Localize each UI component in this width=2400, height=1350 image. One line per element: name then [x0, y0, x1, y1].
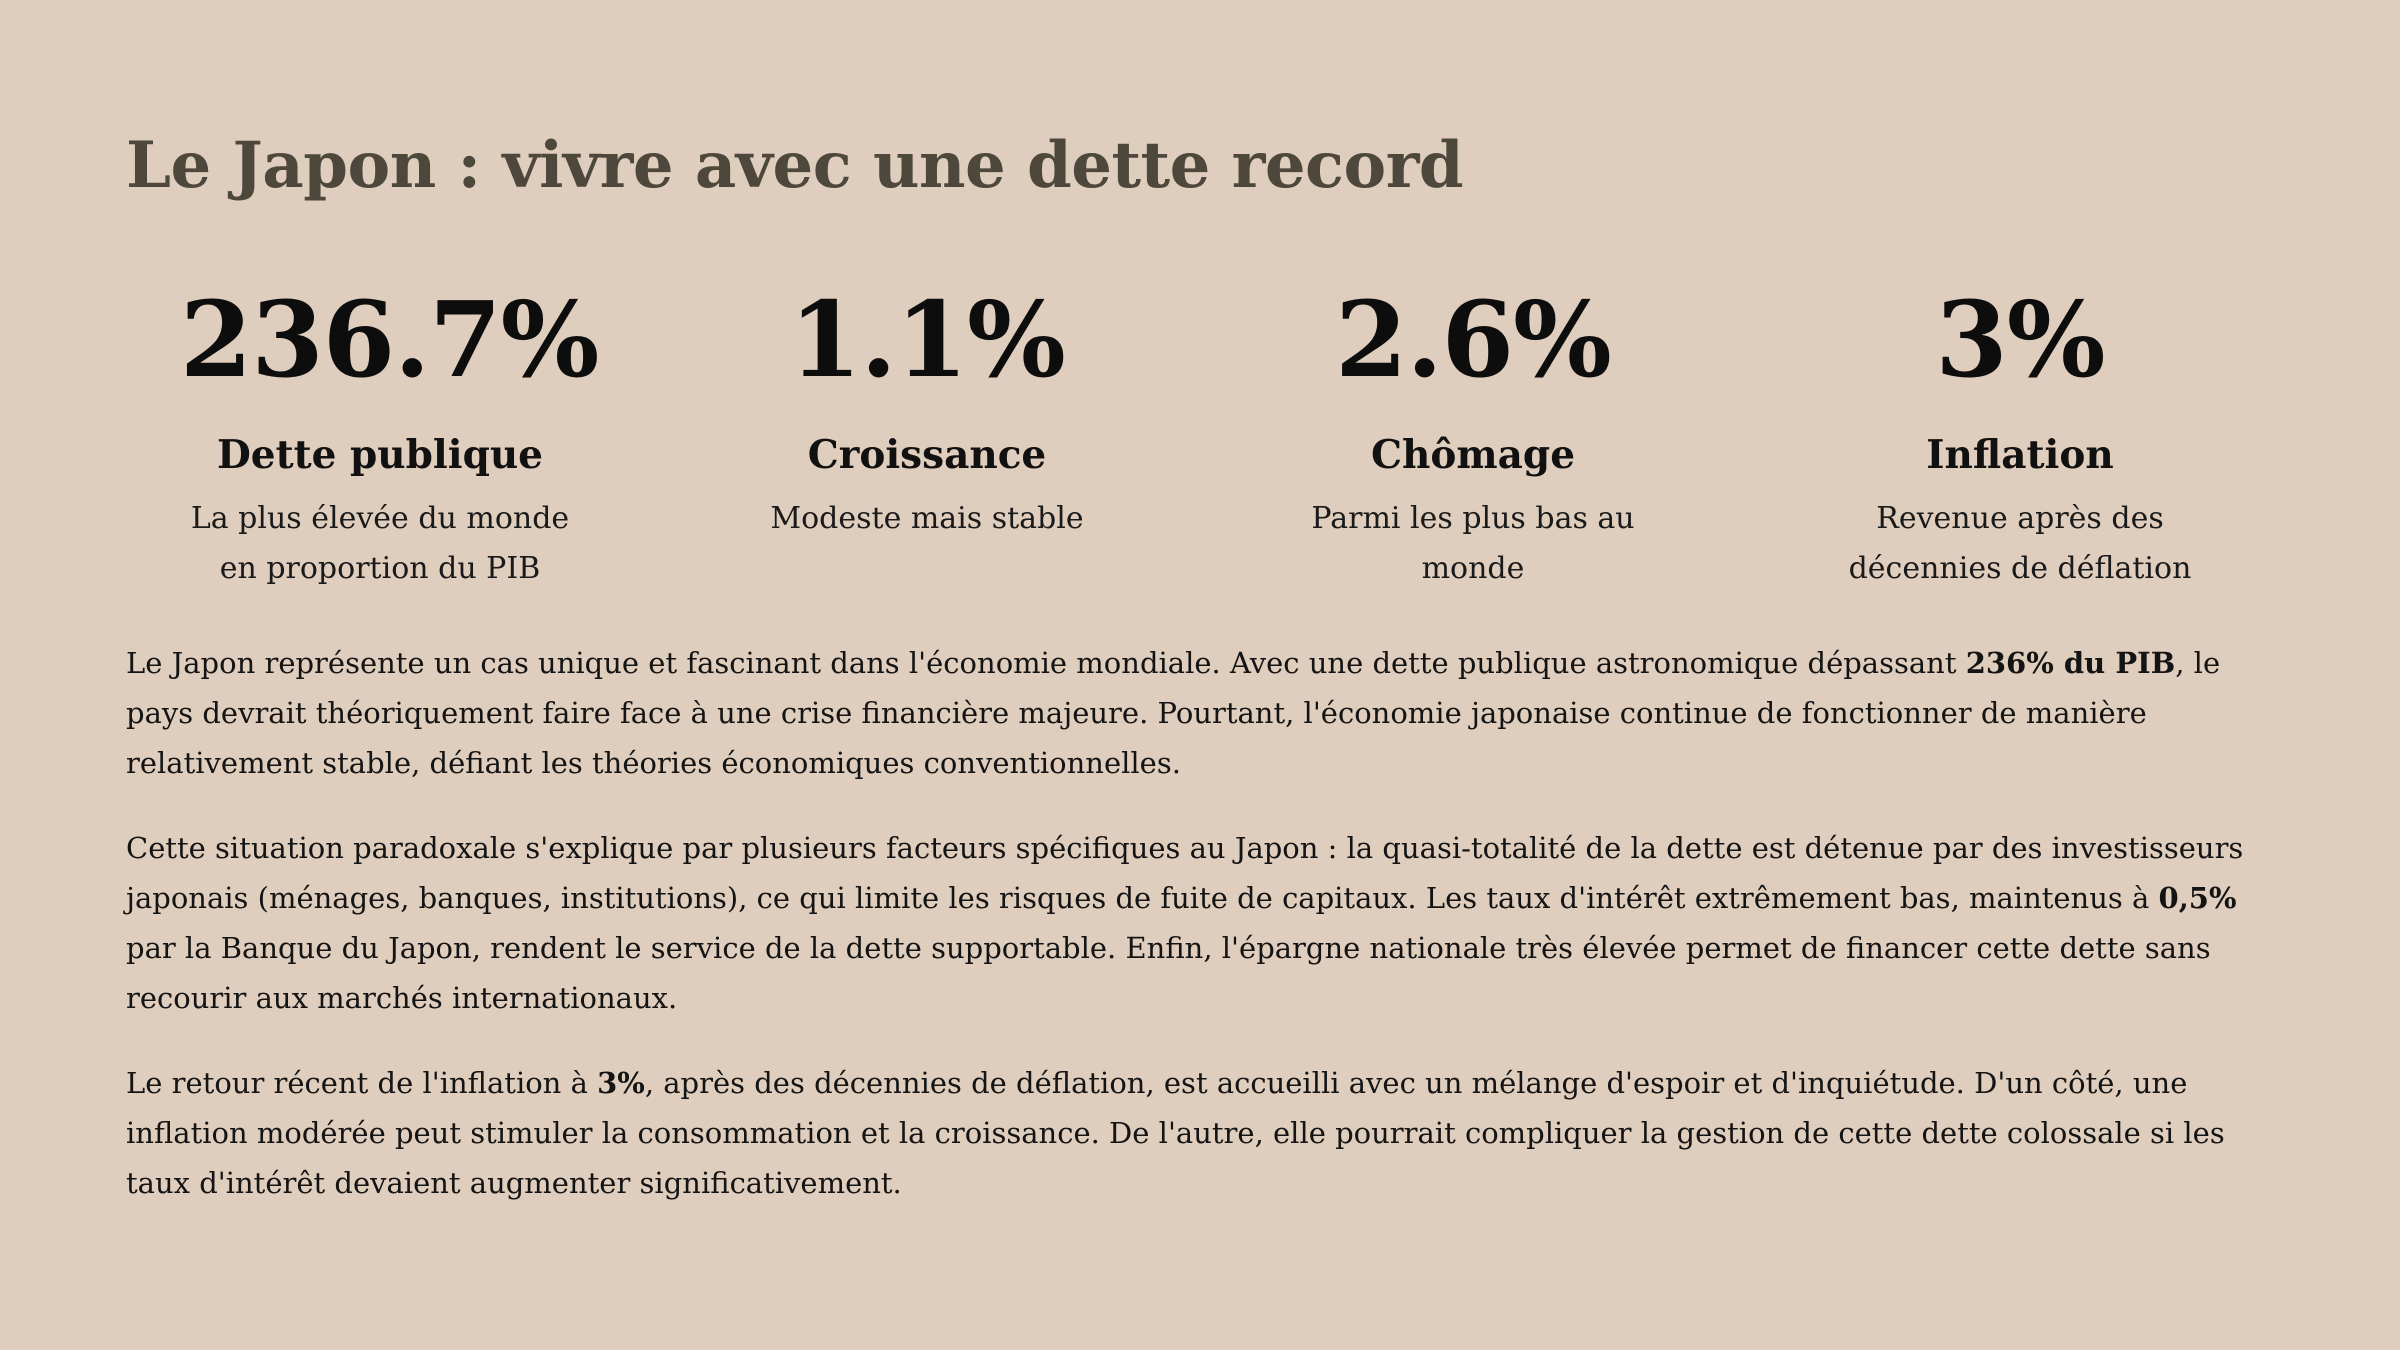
stat-label: Croissance — [807, 432, 1047, 478]
stat-card-inflation — [1820, 280, 2220, 594]
stat-description: Modeste mais stable — [770, 501, 1084, 536]
stat-value: 236.7% — [180, 278, 599, 401]
paragraph-text: Cette situation paradoxale s'explique par plusieurs facteurs spécifiques au Japon : la quasi-totalité de la dette est détenue par des investisseurs japonais (ménages, banques, institutions), ce qui limite les risques de fuite de capitaux. Les taux d'intérêt extrêmement bas, maintenus à — [126, 831, 2244, 915]
stat-card-chomage — [1273, 280, 1673, 594]
highlight-value: 236% du PIB — [1965, 646, 2176, 680]
stat-description: Parmi les plus bas au monde — [1311, 501, 1635, 586]
paragraph-2 — [126, 823, 2246, 1023]
paragraph-text: , le pays devrait théoriquement faire face à une crise financière majeure. Pourtant, l'économie japonaise continue de fonctionner de manière relativement stable, défiant les théories économiques conventionnelles. — [126, 646, 2221, 780]
highlight-value: 0,5% — [2158, 881, 2237, 915]
stat-label: Dette publique — [216, 432, 543, 478]
paragraph-1 — [126, 638, 2246, 788]
stat-value: 2.6% — [1335, 278, 1611, 401]
paragraph-text: Le Japon représente un cas unique et fascinant dans l'économie mondiale. Avec une dette publique astronomique dépassant — [126, 646, 1966, 680]
paragraph-text: par la Banque du Japon, rendent le service de la dette supportable. Enfin, l'épargne nationale très élevée permet de financer cette dette sans recourir aux marchés internationaux. — [126, 931, 2211, 1015]
stat-label: Chômage — [1370, 432, 1576, 478]
stat-label: Inflation — [1926, 432, 2114, 478]
paragraph-text: Le retour récent de l'inflation à — [126, 1066, 598, 1100]
stat-description: Revenue après des décennies de déflation — [1848, 501, 2192, 586]
stat-card-croissance — [727, 280, 1127, 544]
paragraph-text: , après des décennies de déflation, est accueilli avec un mélange d'espoir et d'inquiétude. D'un côté, une inflation modérée peut stimuler la consommation et la croissance. De l'autre, elle pourrait compliquer la gestion de cette dette colossale si les taux d'intérêt devaient augmenter significativement. — [126, 1066, 2225, 1200]
stats-row — [126, 280, 2246, 610]
paragraph-3 — [126, 1058, 2246, 1208]
article-body — [126, 638, 2246, 1243]
highlight-value: 3% — [597, 1066, 645, 1100]
stat-card-dette-publique — [180, 278, 599, 594]
stat-value: 1.1% — [789, 278, 1065, 401]
stat-description: La plus élevée du monde en proportion du PIB — [190, 501, 570, 586]
stat-value: 3% — [1935, 278, 2105, 401]
page-title: Le Japon : vivre avec une dette record — [126, 128, 1464, 203]
